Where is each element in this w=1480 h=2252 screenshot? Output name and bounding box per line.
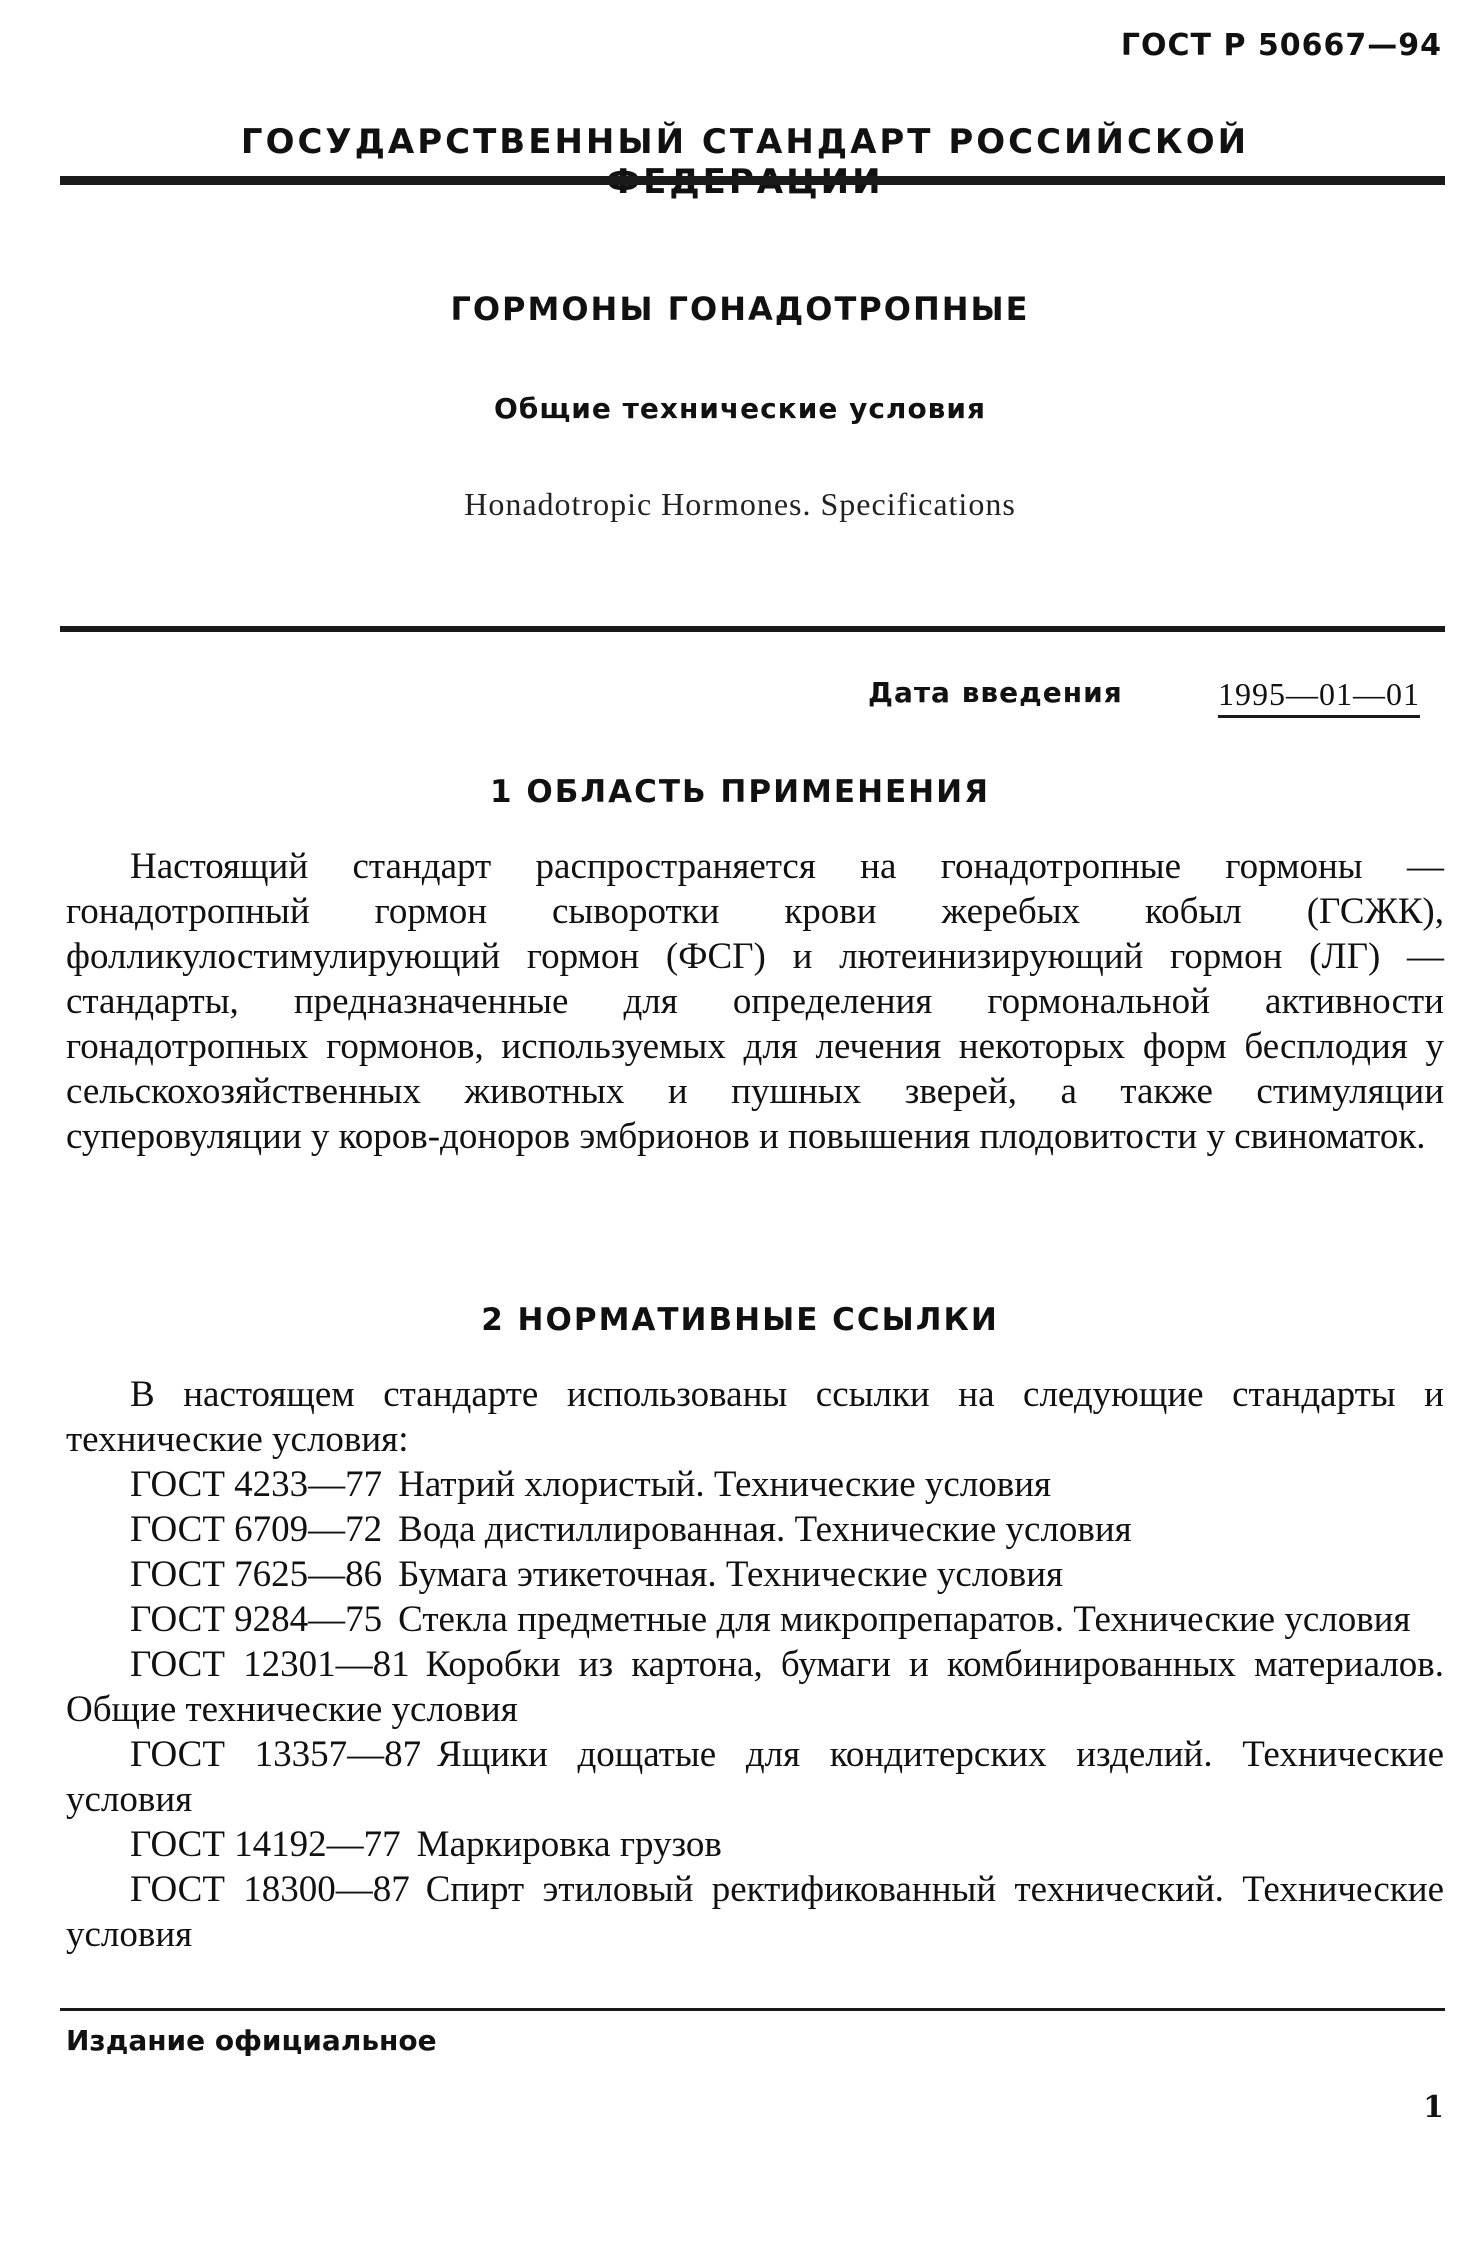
reference-item bbox=[66, 1867, 1444, 1957]
reference-title: Натрий хлористый. Технические условия bbox=[398, 1464, 1052, 1505]
reference-code: ГОСТ 7625—86 bbox=[130, 1554, 383, 1595]
state-standard-heading: ГОСУДАРСТВЕННЫЙ СТАНДАРТ РОССИЙСКОЙ bbox=[240, 122, 1250, 162]
reference-item bbox=[66, 1552, 1444, 1597]
reference-item bbox=[66, 1642, 1444, 1732]
document-title: ГОРМОНЫ ГОНАДОТРОПНЫЕ bbox=[450, 290, 1030, 328]
section-2-heading: 2 НОРМАТИВНЫЕ ССЫЛКИ bbox=[481, 1302, 999, 1338]
reference-item bbox=[66, 1507, 1444, 1552]
header-rule bbox=[60, 176, 1445, 185]
edition-note: Издание официальное bbox=[66, 2024, 437, 2057]
reference-title: Бумага этикеточная. Технические условия bbox=[398, 1554, 1064, 1595]
reference-code: ГОСТ 18300—87 bbox=[130, 1869, 410, 1910]
reference-title: Ящики дощатые для кондитерских изделий. Технические условия bbox=[66, 1734, 1445, 1820]
document-english-title: Honadotropic Hormones. Specifications bbox=[464, 486, 1016, 522]
reference-code: ГОСТ 12301—81 bbox=[130, 1644, 410, 1685]
reference-title: Маркировка грузов bbox=[416, 1824, 722, 1865]
section-1-heading: 1 ОБЛАСТЬ ПРИМЕНЕНИЯ bbox=[490, 774, 990, 810]
reference-title: Коробки из картона, бумаги и комбинированных материалов. Общие технические условия bbox=[66, 1644, 1445, 1730]
title-rule bbox=[60, 626, 1445, 632]
reference-title: Спирт этиловый ректификованный технический. Технические условия bbox=[66, 1869, 1444, 1955]
introduction-date-label: Дата введения bbox=[868, 676, 1123, 709]
normative-references-list bbox=[66, 1462, 1444, 1957]
reference-code: ГОСТ 4233—77 bbox=[130, 1464, 383, 1505]
page-number: 1 bbox=[1423, 2090, 1444, 2125]
reference-title: Стекла предметные для микропрепаратов. Технические условия bbox=[398, 1599, 1411, 1640]
reference-code: ГОСТ 13357—87 bbox=[130, 1734, 422, 1775]
reference-code: ГОСТ 14192—77 bbox=[130, 1824, 401, 1865]
reference-code: ГОСТ 9284—75 bbox=[130, 1599, 383, 1640]
document-subtitle: Общие технические условия bbox=[494, 392, 986, 425]
reference-code: ГОСТ 6709—72 bbox=[130, 1509, 383, 1550]
introduction-date-value: 1995—01—01 bbox=[1218, 676, 1420, 718]
gost-code: ГОСТ Р 50667—94 bbox=[1120, 28, 1442, 63]
reference-item bbox=[66, 1462, 1444, 1507]
footer-rule bbox=[60, 2008, 1445, 2011]
reference-item bbox=[66, 1822, 1444, 1867]
section-2-intro: В настоящем стандарте использованы ссылки на следующие стандарты и технические условия: bbox=[66, 1374, 1444, 1460]
reference-title: Вода дистиллированная. Технические условия bbox=[398, 1509, 1132, 1550]
reference-item bbox=[66, 1597, 1444, 1642]
reference-item bbox=[66, 1732, 1444, 1822]
section-1-text: Настоящий стандарт распространяется на гонадотропные гормоны — гонадотропный гормон сыворотки крови жеребых кобыл (ГСЖК), фолликулостимулирующий гормон (ФСГ) и лютеинизирующий гормон (ЛГ) — стандарты, предназначенные для определения гормональной активности гонадотропных гормонов, используемых для лечения некоторых форм бесплодия у сельскохозяйственных животных и пушных зверей, а также стимуляции суперовуляции у коров-доноров эмбрионов и повышения плодовитости у свиноматок. bbox=[66, 846, 1444, 1157]
